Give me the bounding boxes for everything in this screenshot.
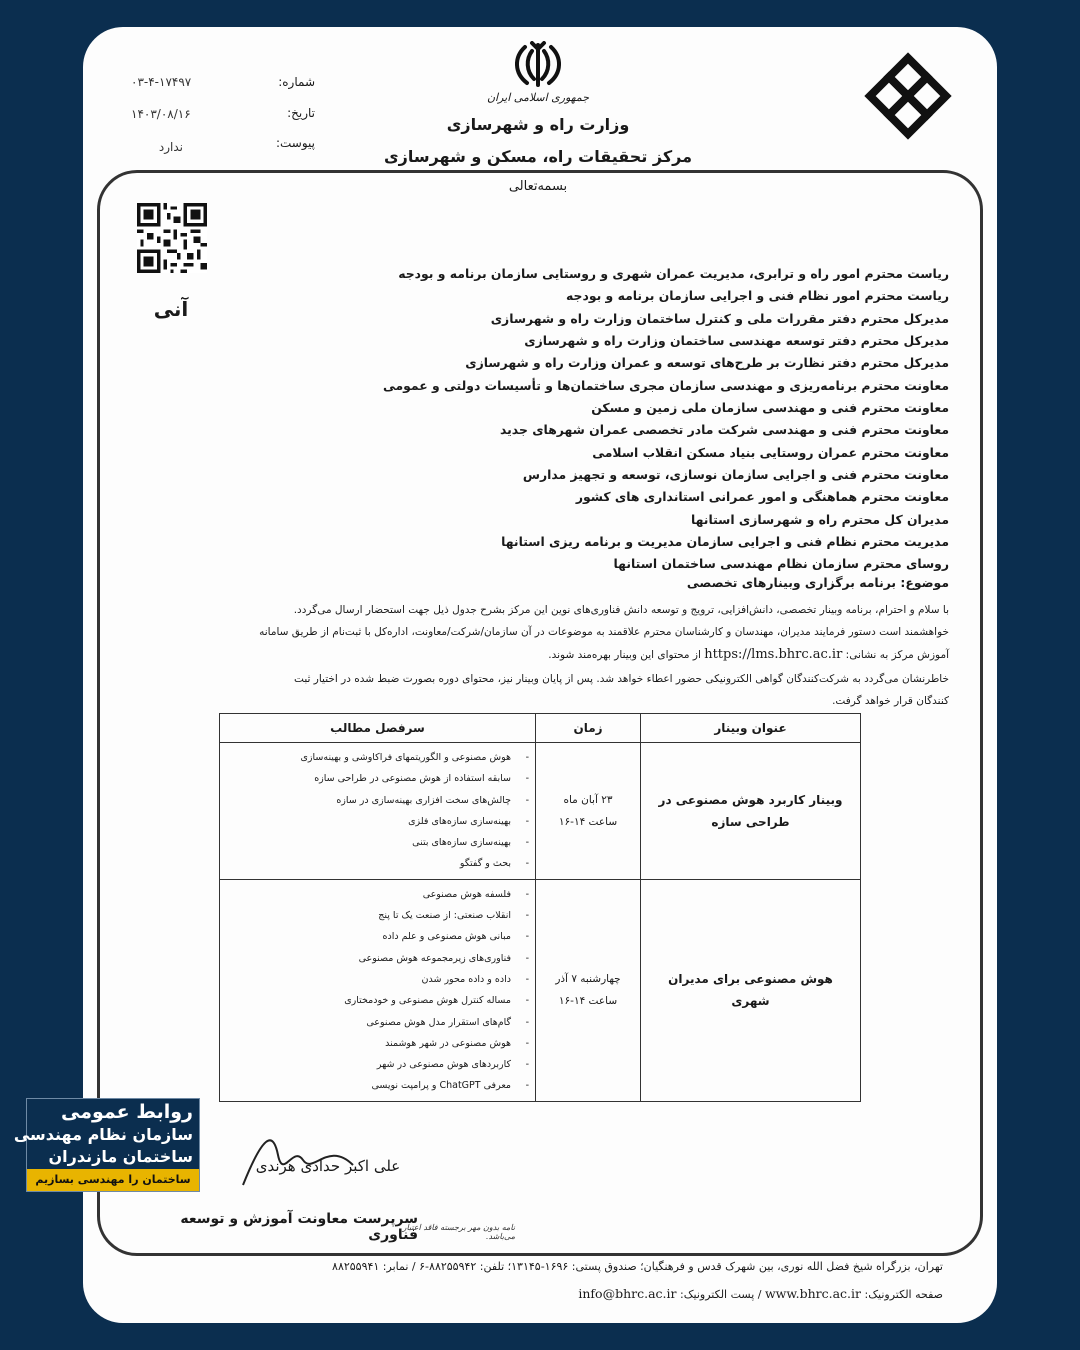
webinar-date: ۲۳ آبان ماه (563, 793, 613, 806)
badge-line: روابط عمومی (61, 1101, 193, 1123)
letter-subject: موضوع: برنامه برگزاری وبینارهای تخصصی (686, 575, 949, 590)
recipient-item: ریاست محترم امور راه و ترابری، مدیریت عمران شهری و روستایی سازمان برنامه و بودجه (398, 266, 949, 281)
column-header: زمان (536, 714, 641, 743)
recipient-item: مدیرکل محترم دفتر توسعه مهندسی ساختمان وزارت راه و شهرسازی (524, 333, 949, 349)
date-value: ۱۴۰۳/۰۸/۱۶ (131, 107, 191, 121)
badge-slogan: ساختمان را مهندسی بسازیم (27, 1169, 199, 1191)
table-row (220, 879, 861, 1101)
basmala: بسمه‌تعالی (508, 179, 568, 194)
letter-page (83, 27, 997, 1323)
table-row (220, 743, 861, 880)
webinar-title: وبینار کاربرد هوش مصنوعی در طراحی سازه (641, 743, 861, 880)
recipient-item: معاونت محترم هماهنگی و امور عمرانی استانداری های کشور (575, 489, 949, 505)
webinar-table (219, 713, 861, 1102)
signatory-title: سرپرست معاونت آموزش و توسعه فناوری (180, 1211, 418, 1243)
webinar-time (536, 743, 641, 880)
recipient-item: معاونت محترم فنی و اجرایی سازمان نوسازی، توسعه و تجهیز مدارس (522, 467, 949, 483)
topic-item: - هوش مصنوعی در شهر هوشمند (226, 1033, 529, 1054)
topic-item: - انقلاب صنعتی: از صنعت یک تا پنج (226, 905, 529, 926)
body-line (175, 644, 949, 666)
topic-item: - بهینه‌سازی سازه‌های بتنی (226, 832, 529, 853)
table-header-row (220, 714, 861, 743)
iran-emblem-icon (508, 41, 568, 89)
email-link[interactable]: info@bhrc.ac.ir (578, 1286, 677, 1301)
topic-item: - بهینه‌سازی سازه‌های فلزی (226, 811, 529, 832)
body-line-suffix: از محتوای این وبینار بهره‌مند شوند. (548, 649, 701, 661)
number-label: شماره: (278, 75, 315, 89)
topic-item: - سابقه استفاده از هوش مصنوعی در طراحی سازه (226, 768, 529, 789)
recipient-item: معاونت محترم برنامه‌ریزی و مهندسی سازمان مجری ساختمان‌ها و تأسیسات دولتی و عمومی (382, 377, 949, 393)
footer-contact (313, 1286, 943, 1301)
topic-item: - فلسفه هوش مصنوعی (226, 884, 529, 905)
bhrc-logo (863, 52, 953, 144)
recipient-item: مدیرکل محترم دفتر نظارت بر طرح‌های توسعه و عمران وزارت راه و شهرسازی (465, 355, 949, 371)
stamp-note: نامه بدون مهر برجسته فاقد اعتبار می‌باشد. (402, 1223, 515, 1241)
webinar-topics (220, 879, 536, 1101)
attachment-label: پیوست: (275, 136, 315, 150)
topic-item: - معرفی ChatGPT و پرامپت نویسی (226, 1075, 529, 1096)
column-header: سرفصل مطالب (220, 714, 536, 743)
topic-item: - داده و داده محور شدن (226, 969, 529, 990)
webinar-hours: ساعت ۱۴-۱۶ (558, 815, 618, 828)
center-name: مرکز تحقیقات راه، مسکن و شهرسازی (383, 147, 693, 166)
signatory-name: علی اکبر حدادی هرندی (255, 1157, 401, 1175)
urgent-label: آنی (153, 297, 189, 321)
webinar-hours: ساعت ۱۴-۱۶ (558, 995, 618, 1008)
recipient-item: معاونت محترم عمران روستایی بنیاد مسکن انقلاب اسلامی (592, 444, 949, 460)
number-value: ۰۳-۴-۱۷۴۹۷ (131, 75, 192, 89)
recipient-item: ریاست محترم امور نظام فنی و اجرایی سازمان برنامه و بودجه (566, 288, 949, 304)
lms-link[interactable]: https://lms.bhrc.ac.ir (704, 647, 843, 662)
qr-code-icon (137, 203, 207, 273)
topic-item: - مساله کنترل هوش مصنوعی و خودمختاری (226, 990, 529, 1011)
body-line: کنندگان قرار خواهد گرفت. (832, 695, 949, 707)
webinar-title: هوش مصنوعی برای مدیران شهری (641, 879, 861, 1101)
recipient-item: روسای محترم سازمان نظام مهندسی ساختمان استانها (613, 556, 949, 572)
recipient-item: مدیریت محترم نظام فنی و اجرایی سازمان مدیریت و برنامه ریزی استانها (501, 534, 949, 550)
footer-address: تهران، بزرگراه شیخ فضل الله نوری، بین شهرک قدس و فرهنگیان؛ صندوق پستی: ۱۶۹۶-۱۳۱۴۵؛ تلفن: ۸۸۲۵۵۹۴۲-۶ / نمابر: ۸۸۲۵۵۹۴۱ (332, 1260, 943, 1273)
topic-item: - چالش‌های سخت افزاری بهینه‌سازی در سازه (226, 790, 529, 811)
attachment-value: ندارد (158, 140, 183, 154)
body-line: با سلام و احترام، برنامه وبینار تخصصی، دانش‌افزایی، ترویج و توسعه دانش فناوری‌های نوین این مرکز بشرح جدول ذیل جهت استحضار ارسال می‌گردد. (293, 604, 949, 616)
topic-item: - کاربردهای هوش مصنوعی در شهر (226, 1054, 529, 1075)
topic-item: - هوش مصنوعی و الگوریتمهای فراکاوشی و بهینه‌سازی (226, 747, 529, 768)
topic-item: - فناوری‌های زیرمجموعه هوش مصنوعی (226, 948, 529, 969)
webinar-topics (220, 743, 536, 880)
ministry-name: وزارت راه و شهرسازی (446, 115, 630, 134)
body-line: خواهشمند است دستور فرمایند مدیران، مهندسان و کارشناسان محترم علاقمند به موضوعات در آن سازمان/شرکت/معاونت، اداره‌کل با ثبت‌نام از طریق سامانه (259, 626, 949, 638)
recipient-item: مدیرکل محترم دفتر مقررات ملی و کنترل ساختمان وزارت راه و شهرسازی (490, 310, 949, 326)
topic-item: - گام‌های استقرار مدل هوش مصنوعی (226, 1012, 529, 1033)
column-header: عنوان وبینار (641, 714, 861, 743)
body-line: خاطرنشان می‌گردد به شرکت‌کنندگان گواهی الکترونیکی حضور اعطاء خواهد شد. پس از پایان وبینار نیز، محتوای دوره بصورت ضبط شده در اختیار ثبت (294, 673, 949, 685)
recipient-list (323, 263, 949, 576)
web-label: صفحه الکترونیک: (864, 1288, 943, 1301)
recipient-item: مدیران کل محترم راه و شهرسازی استانها (690, 511, 949, 527)
country-name: جمهوری اسلامی ایران (486, 91, 590, 104)
email-label: / پست الکترونیک: (679, 1288, 762, 1301)
recipient-item: معاونت محترم فنی و مهندسی شرکت مادر تخصصی عمران شهرهای جدید (499, 422, 949, 438)
webinar-date: چهارشنبه ۷ آذر (555, 973, 621, 986)
topic-item: - مبانی هوش مصنوعی و علم داده (226, 926, 529, 947)
website-link[interactable]: www.bhrc.ac.ir (764, 1286, 861, 1301)
badge-line: سازمان نظام مهندسی (13, 1125, 193, 1144)
recipient-item: معاونت محترم فنی و مهندسی سازمان ملی زمین و مسکن (591, 400, 949, 416)
webinar-time (536, 879, 641, 1101)
topic-item: - بحث و گفتگو (226, 853, 529, 874)
date-label: تاریخ: (287, 106, 315, 120)
badge-line: ساختمان مازندران (48, 1147, 193, 1166)
public-relations-badge (13, 1098, 200, 1192)
body-line-prefix: آموزش مرکز به نشانی: (845, 649, 949, 661)
